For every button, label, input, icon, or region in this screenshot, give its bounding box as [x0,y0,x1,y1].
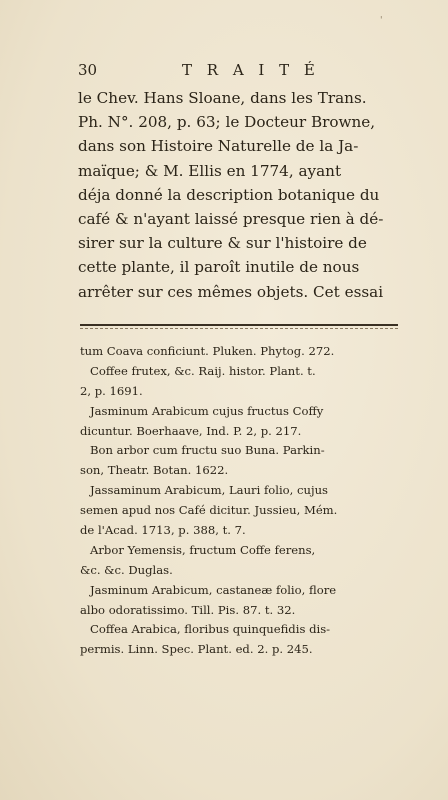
footnote-line: tum Coava conficiunt. Pluken. Phytog. 272. [80,344,335,358]
footnote-line: Arbor Yemensis, fructum Coffe ferens, [90,542,316,557]
text-line: dans son Histoire Naturelle de la Ja- [78,137,359,156]
running-title: T R A I T É [182,61,320,79]
text-line: café & n'ayant laissé presque rien à dé- [78,209,384,228]
footnote-line: &c. &c. Duglas. [80,562,173,577]
footnote-line: de l'Acad. 1713, p. 388, t. 7. [80,523,246,538]
footnotes [80,342,400,660]
page-number: 30 [78,61,98,79]
text-line: maïque; & M. Ellis en 1774, ayant [78,161,342,180]
text-line: déja donné la description botanique du [78,185,380,204]
footnote-line: Coffee frutex, &c. Raij. histor. Plant. t. [90,363,316,378]
ink-speck: ' [380,16,383,26]
text-line: Ph. N°. 208, p. 63; le Docteur Browne, [78,113,376,132]
footnote-line: albo odoratissimo. Till. Pis. 87. t. 32. [80,602,296,617]
footnote-line: son, Theatr. Botan. 1622. [80,463,229,478]
footnote-line: Jassaminum Arabicum, Lauri folio, cujus [90,483,328,498]
footnote-rule [80,324,398,326]
footnote-line: Jasminum Arabicum cujus fructus Coffy [90,403,324,418]
footnote-line: Bon arbor cum fructu suo Buna. Parkin- [90,443,325,458]
page-header [78,60,398,80]
footnote-rule-secondary [80,328,398,329]
footnote-line: semen apud nos Café dicitur. Jussieu, Mém. [80,503,338,518]
text-line: sirer sur la culture & sur l'histoire de [78,234,367,253]
footnote-line: dicuntur. Boerhaave, Ind. P. 2, p. 217. [80,423,302,438]
footnote-line: permis. Linn. Spec. Plant. ed. 2. p. 245. [80,642,313,657]
text-line: le Chev. Hans Sloane, dans les Trans. [78,89,367,107]
text-line: cette plante, il paroît inutile de nous [78,258,360,277]
footnote-line: 2, p. 1691. [80,383,143,398]
main-text [78,86,408,304]
text-line: arrêter sur ces mêmes objets. Cet essai [78,282,384,301]
footnote-line: Coffea Arabica, floribus quinquefidis dis- [90,622,331,637]
footnote-line: Jasminum Arabicum, castaneæ folio, flore [90,582,337,597]
